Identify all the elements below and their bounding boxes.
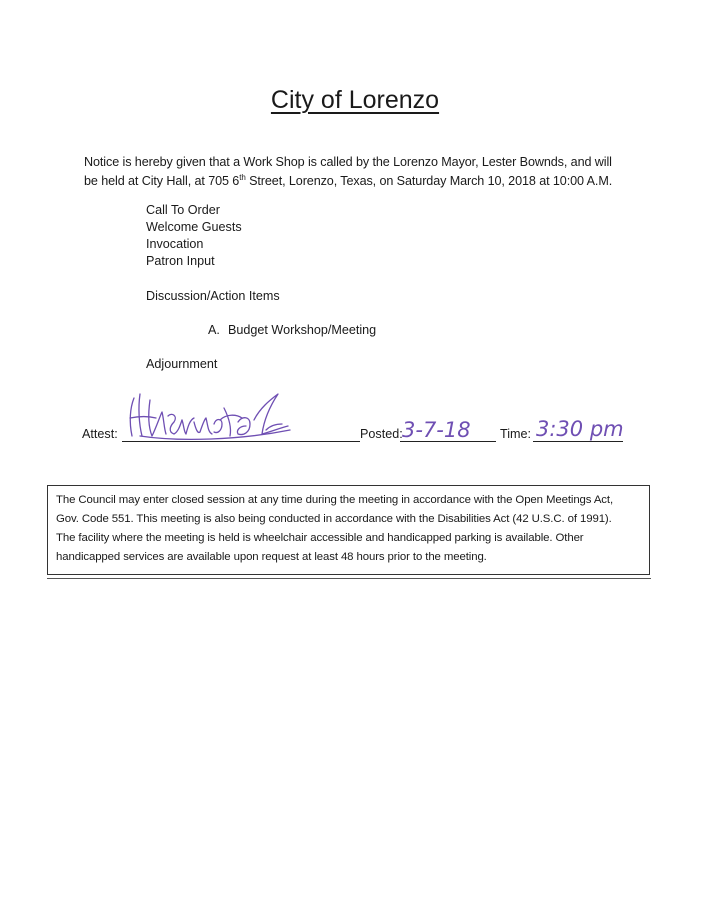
discussion-heading: Discussion/Action Items — [146, 289, 280, 303]
notice-line-1: Notice is hereby given that a Work Shop is called by the Lorenzo Mayor, Lester Bownds, and will — [84, 155, 612, 169]
disclaimer-line-4: handicapped services are available upon request at least 48 hours prior to the meeting. — [56, 551, 487, 563]
posted-date-value: 3-7-18 — [402, 418, 471, 442]
handwritten-posted-date — [400, 413, 496, 443]
agenda-item-welcome-guests: Welcome Guests — [146, 220, 242, 234]
agenda-item-call-to-order: Call To Order — [146, 203, 220, 217]
handwritten-signature — [120, 386, 300, 446]
notice-line-2-start: be held at City Hall, at 705 6 — [84, 174, 240, 188]
time-label: Time: — [500, 427, 532, 441]
box-bottom-rule — [47, 578, 651, 579]
disclaimer-line-2: Gov. Code 551. This meeting is also being conducted in accordance with the Disabilities Act (42 U.S.C. of 1991). — [56, 513, 612, 525]
time-value: 3:30 pm — [536, 417, 624, 441]
notice-paragraph — [84, 153, 674, 191]
subitem-text: Budget Workshop/Meeting — [228, 323, 377, 337]
posted-label: Posted: — [360, 427, 403, 441]
agenda-item-invocation: Invocation — [146, 237, 204, 251]
agenda-item-patron-input: Patron Input — [146, 254, 215, 268]
handwritten-time — [534, 412, 638, 446]
notice-line-2-end: Street, Lorenzo, Texas, on Saturday March 10, 2018 at 10:00 A.M. — [245, 174, 613, 188]
adjournment-item: Adjournment — [146, 357, 218, 371]
notice-line-2 — [84, 172, 674, 191]
agenda-subitem — [208, 322, 376, 339]
disclaimer-line-1: The Council may enter closed session at any time during the meeting in accordance with the Open Meetings Act, — [56, 494, 614, 506]
page-title: City of Lorenzo — [270, 86, 440, 114]
attest-label: Attest: — [82, 427, 118, 441]
disclaimer-line-3: The facility where the meeting is held is wheelchair accessible and handicapped parking is available. Other — [56, 532, 584, 544]
ordinal-suffix: th — [239, 173, 246, 182]
disclaimer-box — [47, 485, 650, 575]
subitem-letter: A. — [208, 323, 220, 337]
